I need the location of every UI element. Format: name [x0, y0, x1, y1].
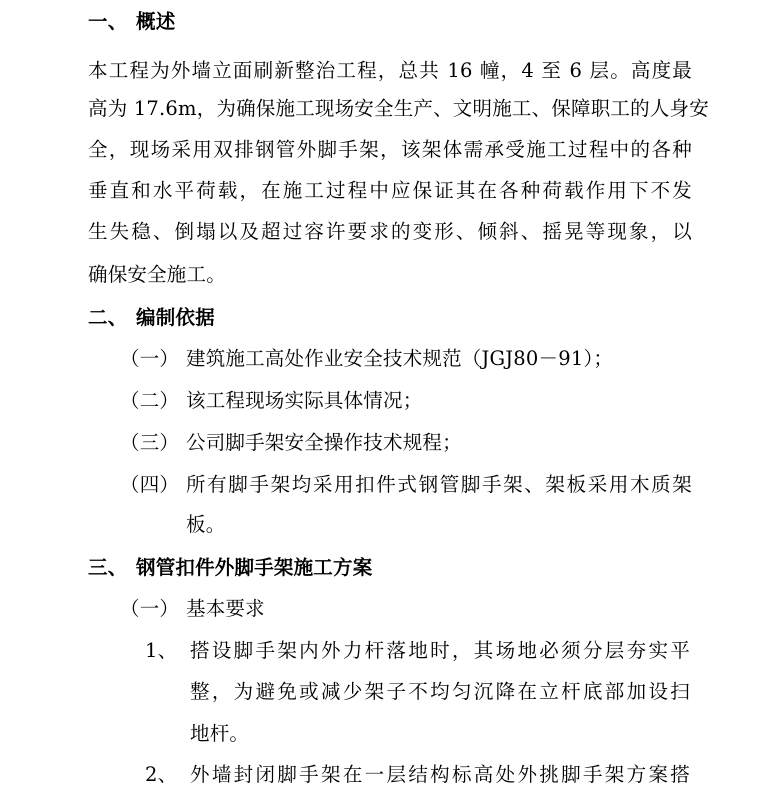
list-item-text: 该工程现场实际具体情况； — [186, 389, 423, 412]
list-item-text: 公司脚手架安全操作技术规程； — [186, 431, 462, 454]
paragraph-line: 垂直和水平荷载，在施工过程中应保证其在各种荷载作用下不发 — [88, 179, 692, 202]
requirement-text: 整，为避免或减少架子不均匀沉降在立杆底部加设扫 — [190, 680, 690, 703]
section-3-heading — [88, 555, 372, 581]
requirement-label: 1、 — [145, 639, 178, 662]
paragraph-line: 生失稳、倒塌以及超过容许要求的变形、倾斜、摇晃等现象，以 — [88, 220, 692, 243]
section-2-heading — [88, 305, 215, 331]
requirement-text: 地杆。 — [190, 722, 250, 745]
requirement-label: 2、 — [145, 763, 178, 786]
list-item-text: 板。 — [186, 513, 226, 536]
section-1-number: 一、 — [88, 10, 128, 33]
subsection-label: （一） — [120, 597, 180, 620]
subsection-title: 基本要求 — [186, 597, 265, 620]
list-item-text: 建筑施工高处作业安全技术规范（JGJ80－91）； — [186, 347, 614, 370]
requirement-text: 搭设脚手架内外力杆落地时，其场地必须分层夯实平 — [190, 639, 690, 662]
paragraph-line: 确保安全施工。 — [88, 263, 226, 286]
section-1-title: 概述 — [136, 10, 176, 33]
section-2-title: 编制依据 — [136, 306, 215, 329]
paragraph-line: 高为 17.6m，为确保施工现场安全生产、文明施工、保障职工的人身安 — [88, 97, 709, 120]
section-3-number: 三、 — [88, 556, 128, 579]
list-item-label: （二） — [120, 389, 180, 412]
list-item-label: （四） — [120, 473, 180, 496]
section-1-heading — [88, 9, 175, 35]
paragraph-line: 本工程为外墙立面刷新整治工程，总共 16 幢，4 至 6 层。高度最 — [88, 59, 692, 82]
paragraph-line: 全，现场采用双排钢管外脚手架，该架体需承受施工过程中的各种 — [88, 138, 692, 161]
section-2-number: 二、 — [88, 306, 128, 329]
requirement-text: 外墙封闭脚手架在一层结构标高处外挑脚手架方案搭 — [190, 763, 690, 786]
list-item-text: 所有脚手架均采用扣件式钢管脚手架、架板采用木质架 — [186, 473, 692, 496]
list-item-label: （三） — [120, 431, 180, 454]
list-item-label: （一） — [120, 347, 180, 370]
section-3-title: 钢管扣件外脚手架施工方案 — [136, 556, 373, 579]
